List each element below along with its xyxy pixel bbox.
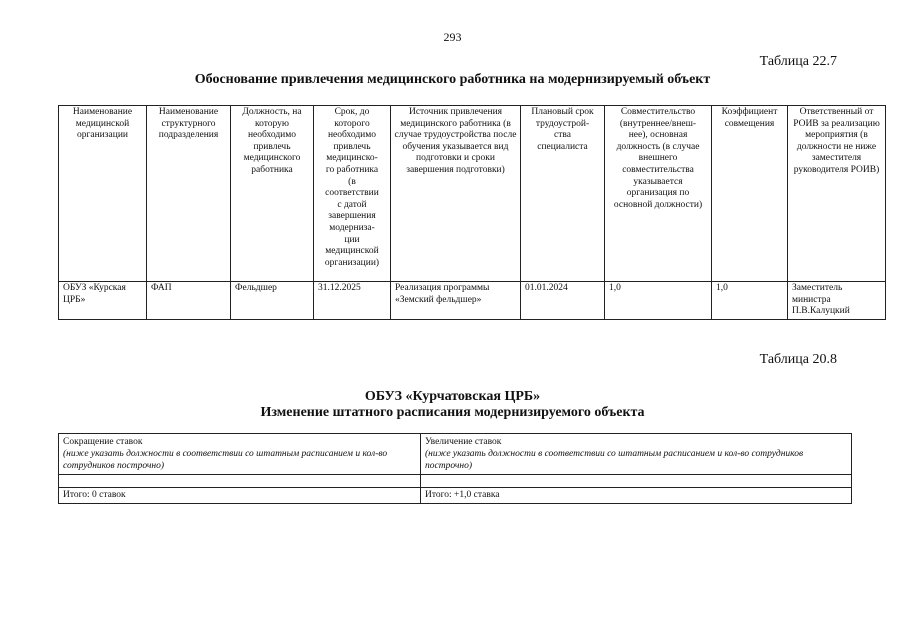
table-header-row [59, 106, 886, 282]
table-header-row [59, 434, 852, 475]
header-cell-department: Наименование структурного подразделения [147, 106, 231, 282]
cell-planned-date: 01.01.2024 [521, 282, 605, 320]
cell-responsible: Заместитель министра П.В.Калуцкий [788, 282, 886, 320]
increase-total: Итого: +1,0 ставка [421, 488, 852, 504]
increase-header-cell [421, 434, 852, 475]
table-label: Таблица 20.8 [759, 352, 837, 367]
organization-title: ОБУЗ «Курчатовская ЦРБ» [364, 389, 541, 404]
header-cell-coefficient: Коэффициент совмещения [712, 106, 788, 282]
cell-deadline: 31.12.2025 [314, 282, 391, 320]
header-cell-deadline: Срок, до которого необходимо привлечь медицинско- го работника (в соответствии с датой завершения модерниза- ции медицинской организации) [314, 106, 391, 282]
reduction-header-cell [59, 434, 421, 475]
reduction-total: Итого: 0 ставок [59, 488, 421, 504]
cell-source: Реализация программы «Земский фельдшер» [391, 282, 521, 320]
cell-organization: ОБУЗ «Курская ЦРБ» [59, 282, 147, 320]
header-cell-planned-date: Плановый срок трудоустрой- ства специалиста [521, 106, 605, 282]
totals-row [59, 488, 852, 504]
increase-note: (ниже указать должности в соответствии со штатным расписанием и кол-во сотрудников построчно) [425, 449, 804, 471]
cell-coefficient: 1,0 [712, 282, 788, 320]
table-row [59, 282, 886, 320]
increase-header: Увеличение ставок [425, 437, 502, 447]
page-number: 293 [443, 30, 462, 44]
header-cell-source: Источник привлечения медицинского работника (в случае трудоустройства после обучения указывается вид подготовки и сроки завершения подготовки) [391, 106, 521, 282]
table-label: Таблица 22.7 [759, 54, 837, 69]
header-cell-responsible: Ответственный от РОИВ за реализацию мероприятия (в должности не ниже заместителя руководителя РОИВ) [788, 106, 886, 282]
table-row [59, 475, 852, 488]
cell-position: Фельдшер [231, 282, 314, 320]
reduction-note: (ниже указать должности в соответствии со штатным расписанием и кол-во сотрудников построчно) [63, 449, 388, 471]
table-title: Обоснование привлечения медицинского работника на модернизируемый объект [194, 72, 711, 87]
header-cell-position: Должность, на которую необходимо привлечь медицинского работника [231, 106, 314, 282]
empty-cell [59, 475, 421, 488]
staffing-changes-table [58, 433, 852, 504]
table-title: Изменение штатного расписания модернизируемого объекта [260, 405, 645, 420]
justification-table [58, 105, 886, 320]
reduction-header: Сокращение ставок [63, 437, 143, 447]
cell-part-time: 1,0 [605, 282, 712, 320]
header-cell-organization: Наименование медицинской организации [59, 106, 147, 282]
header-cell-part-time: Совместительство (внутреннее/внеш- нее), основная должность (в случае внешнего совместительства указывается организация по основной должности) [605, 106, 712, 282]
cell-department: ФАП [147, 282, 231, 320]
empty-cell [421, 475, 852, 488]
